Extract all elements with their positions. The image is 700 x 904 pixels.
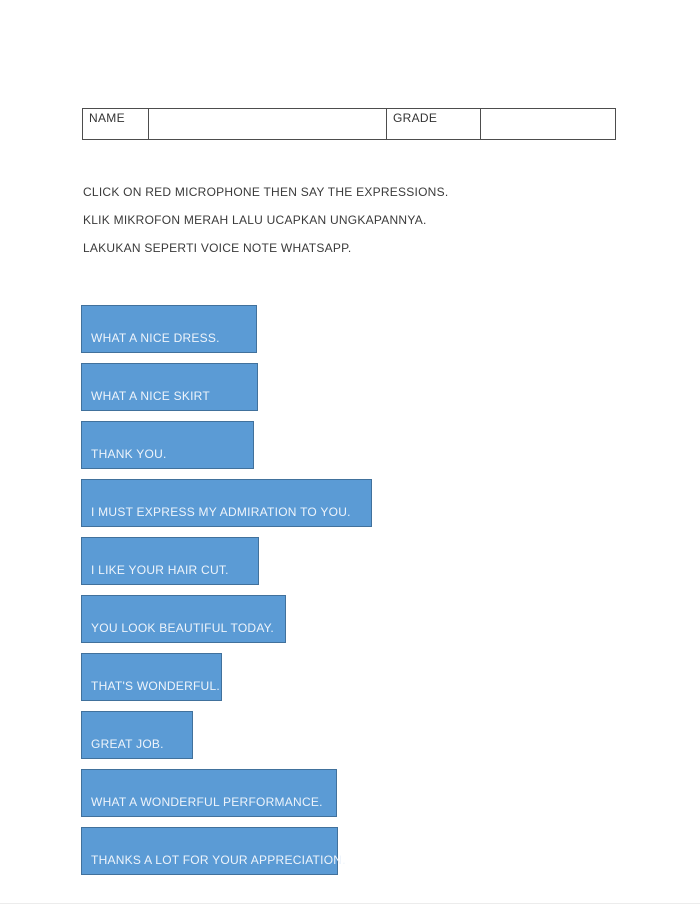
expression-box[interactable] (81, 305, 257, 353)
expression-box[interactable] (81, 653, 222, 701)
grade-label-cell (387, 109, 481, 140)
expressions-list (81, 305, 372, 885)
expression-label: WHAT A NICE DRESS. (91, 331, 220, 345)
header-table (82, 108, 616, 140)
expression-label: THANK YOU. (91, 447, 167, 461)
expression-box[interactable] (81, 363, 258, 411)
expression-label: WHAT A WONDERFUL PERFORMANCE. (91, 795, 323, 809)
grade-label: GRADE (393, 111, 438, 125)
expression-box[interactable] (81, 479, 372, 527)
expression-label: I MUST EXPRESS MY ADMIRATION TO YOU. (91, 505, 351, 519)
expression-label: GREAT JOB. (91, 737, 164, 751)
name-label-cell (83, 109, 149, 140)
header-table-row (83, 109, 616, 140)
expression-label: THANKS A LOT FOR YOUR APPRECIATION. (91, 853, 346, 867)
expression-box[interactable] (81, 711, 193, 759)
expression-label: WHAT A NICE SKIRT (91, 389, 210, 403)
expression-label: I LIKE YOUR HAIR CUT. (91, 563, 229, 577)
expression-box[interactable] (81, 769, 337, 817)
grade-input-cell[interactable] (481, 109, 616, 140)
instruction-line-3: LAKUKAN SEPERTI VOICE NOTE WHATSAPP. (83, 241, 352, 255)
expression-label: YOU LOOK BEAUTIFUL TODAY. (91, 621, 274, 635)
instructions (83, 186, 603, 270)
expression-box[interactable] (81, 537, 259, 585)
expression-label: THAT'S WONDERFUL. (91, 679, 220, 693)
expression-box[interactable] (81, 595, 286, 643)
name-label: NAME (89, 111, 125, 125)
name-input-cell[interactable] (149, 109, 387, 140)
expression-box[interactable] (81, 421, 254, 469)
instruction-line-2: KLIK MIKROFON MERAH LALU UCAPKAN UNGKAPANNYA. (83, 213, 427, 227)
expression-box[interactable] (81, 827, 346, 875)
instruction-line-1: CLICK ON RED MICROPHONE THEN SAY THE EXPRESSIONS. (83, 185, 449, 199)
